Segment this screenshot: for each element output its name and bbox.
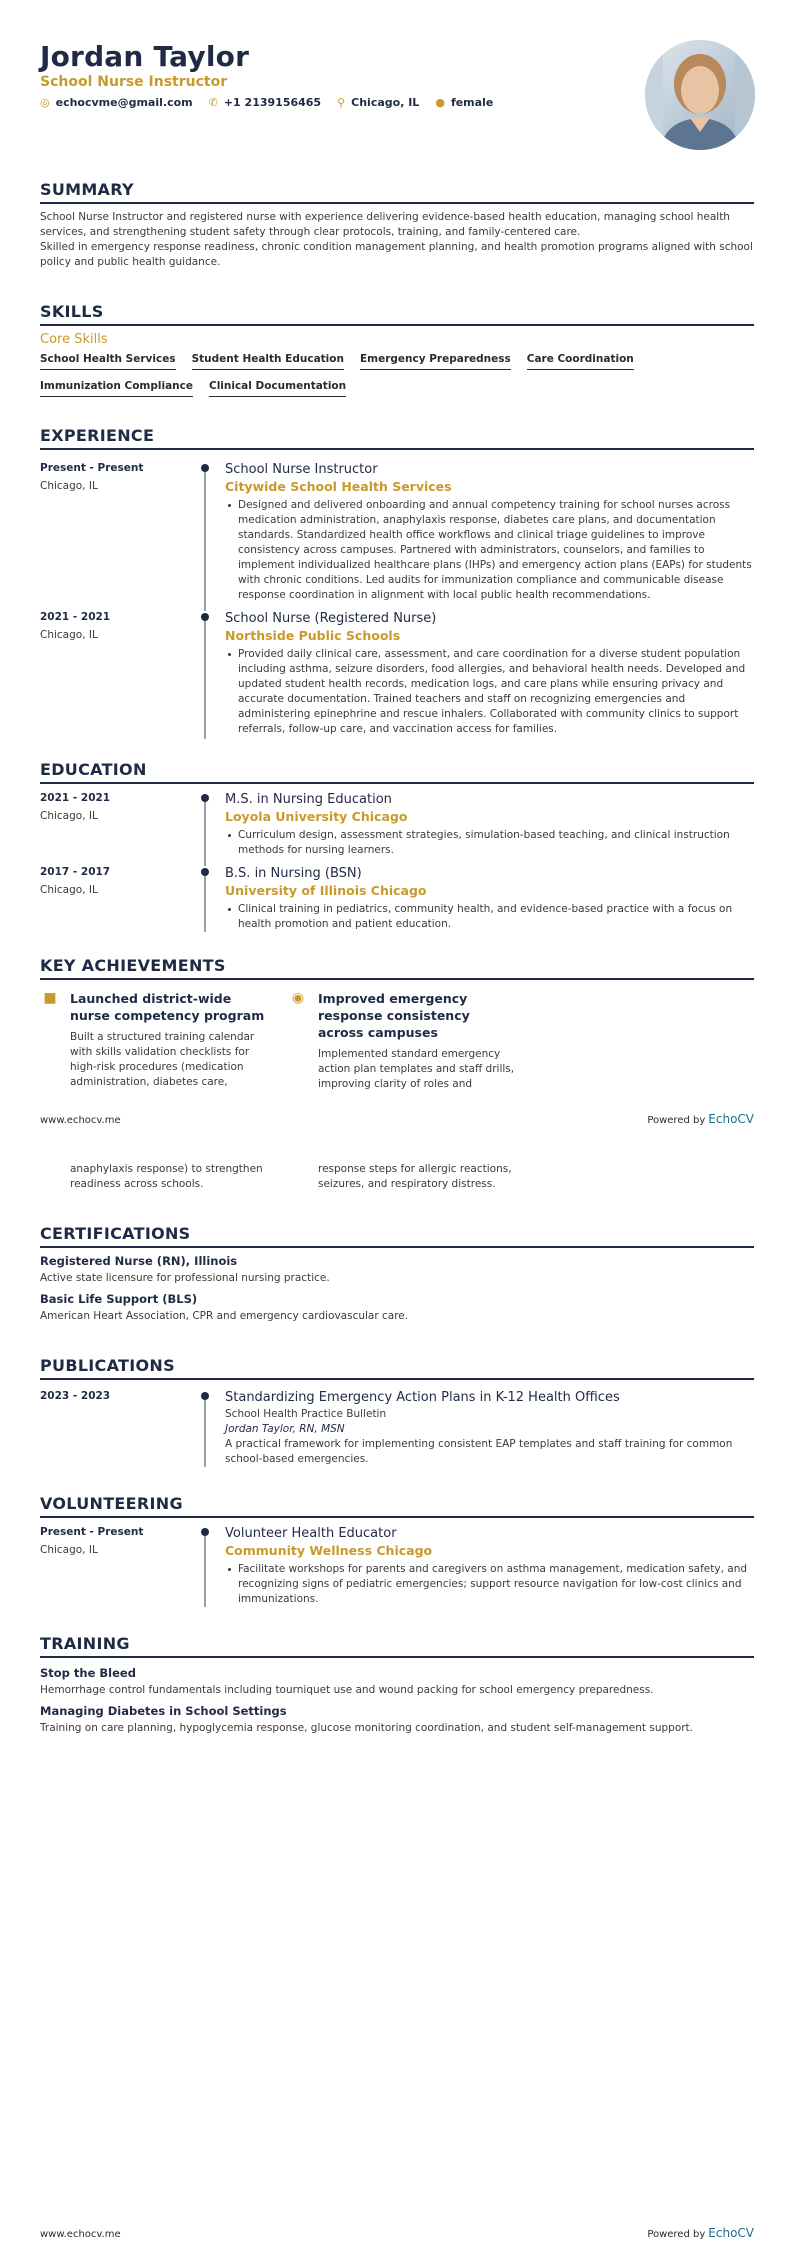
- page-footer: [40, 1112, 754, 1126]
- publication-desc: A practical framework for implementing consistent EAP templates and staff training for common school-based emergencies.: [225, 1438, 733, 1465]
- experience-section: [40, 426, 754, 739]
- experience-entry: [40, 611, 754, 739]
- certifications-title: CERTIFICATIONS: [40, 1224, 191, 1243]
- entry-organization: University of Illinois Chicago: [225, 883, 427, 898]
- certifications-section: [40, 1224, 754, 1322]
- location-text: Chicago, IL: [351, 96, 420, 109]
- skills-heading: Core Skills: [40, 332, 108, 347]
- footer-site[interactable]: www.echocv.me: [40, 2229, 121, 2240]
- entry-date: 2021 - 2021: [40, 792, 111, 804]
- certification-item: [40, 1292, 754, 1322]
- page-footer-bottom: [40, 2226, 754, 2240]
- achievements-title: KEY ACHIEVEMENTS: [40, 956, 226, 975]
- timeline-rail: [204, 796, 206, 866]
- powered-label: Powered by: [647, 1115, 706, 1126]
- contact-phone[interactable]: [209, 96, 321, 109]
- footer-powered: [647, 1112, 754, 1126]
- contact-gender: [435, 96, 493, 109]
- section-divider: [40, 448, 754, 450]
- footer-powered: [647, 2226, 754, 2240]
- training-item-title: Managing Diabetes in School Settings: [40, 1704, 287, 1718]
- pin-icon: ⚲: [337, 96, 346, 109]
- timeline-dot: [201, 464, 209, 472]
- training-item: [40, 1666, 754, 1696]
- training-item-desc: Hemorrhage control fundamentals including tourniquet use and wound packing for school emergency preparedness.: [40, 1684, 654, 1696]
- entry-bullet: Curriculum design, assessment strategies, simulation-based teaching, and clinical instruction methods for nursing learners.: [238, 828, 754, 858]
- summary-paragraph-1: School Nurse Instructor and registered nurse with experience delivering evidence-based health education, managing school health services, and strengthening student safety through clear protocols, training, and family-centered care.: [40, 211, 730, 238]
- skills-section: [40, 302, 754, 397]
- avatar: [645, 40, 755, 150]
- achievement-item: [288, 990, 516, 1094]
- skill-tag: Student Health Education: [192, 353, 344, 370]
- summary-title: SUMMARY: [40, 180, 134, 199]
- achievements-section: [40, 956, 754, 1094]
- entry-location: Chicago, IL: [40, 884, 98, 896]
- experience-title: EXPERIENCE: [40, 426, 155, 445]
- chat-icon: ■: [43, 990, 57, 1006]
- achievement-item-continued: [288, 1162, 516, 1192]
- entry-bullet: Facilitate workshops for parents and caregivers on asthma management, medication safety, and recognizing signs of pediatric emergencies; support resource navigation for low-cost clinics and immunizations.: [238, 1562, 754, 1607]
- education-section: [40, 760, 754, 932]
- skill-tag: Emergency Preparedness: [360, 353, 511, 370]
- volunteering-entry: [40, 1526, 754, 1607]
- entry-organization: Northside Public Schools: [225, 628, 401, 643]
- timeline-rail: [204, 1530, 206, 1607]
- education-title: EDUCATION: [40, 760, 147, 779]
- section-divider: [40, 1656, 754, 1658]
- footer-site[interactable]: www.echocv.me: [40, 1115, 121, 1126]
- entry-title: Volunteer Health Educator: [225, 1526, 397, 1541]
- entry-organization: Loyola University Chicago: [225, 809, 408, 824]
- timeline-rail: [204, 615, 206, 739]
- publication-title: Standardizing Emergency Action Plans in K-12 Health Offices: [225, 1390, 620, 1405]
- training-item-title: Stop the Bleed: [40, 1666, 136, 1680]
- entry-location: Chicago, IL: [40, 480, 98, 492]
- volunteering-title: VOLUNTEERING: [40, 1494, 183, 1513]
- bug-icon: ◉: [291, 990, 305, 1006]
- powered-label: Powered by: [647, 2229, 706, 2240]
- entry-date: 2023 - 2023: [40, 1390, 111, 1402]
- education-entry: [40, 866, 754, 932]
- skills-list: [40, 353, 754, 397]
- education-entry: [40, 792, 754, 866]
- achievement-desc-continued: response steps for allergic reactions, seizures, and respiratory distress.: [318, 1163, 512, 1190]
- publication-authors: Jordan Taylor, RN, MSN: [225, 1423, 345, 1435]
- entry-location: Chicago, IL: [40, 1544, 98, 1556]
- timeline-rail: [204, 1394, 206, 1467]
- skill-tag: Immunization Compliance: [40, 380, 193, 397]
- achievement-title: Improved emergency response consistency across campuses: [318, 991, 470, 1040]
- entry-location: Chicago, IL: [40, 810, 98, 822]
- contact-email[interactable]: [40, 96, 193, 109]
- person-icon: ●: [435, 96, 445, 109]
- at-icon: ◎: [40, 96, 50, 109]
- email-text: echocvme@gmail.com: [55, 96, 193, 109]
- entry-date: 2017 - 2017: [40, 866, 111, 878]
- timeline-rail: [204, 466, 206, 611]
- certification-desc: Active state licensure for professional nursing practice.: [40, 1272, 330, 1284]
- entry-title: B.S. in Nursing (BSN): [225, 866, 362, 881]
- certification-item: [40, 1254, 754, 1284]
- training-item: [40, 1704, 754, 1734]
- entry-bullet: Clinical training in pediatrics, community health, and evidence-based practice with a focus on health promotion and patient education.: [238, 902, 754, 932]
- volunteering-section: [40, 1494, 754, 1607]
- candidate-name: Jordan Taylor: [40, 40, 250, 73]
- skills-title: SKILLS: [40, 302, 104, 321]
- entry-date: 2021 - 2021: [40, 611, 111, 623]
- achievement-desc: Built a structured training calendar with skills validation checklists for high-risk procedures (medication administration, diabetes care,: [70, 1031, 255, 1088]
- summary-paragraph-2: Skilled in emergency response readiness, chronic condition management planning, and health promotion programs aligned with school policy and public health guidance.: [40, 241, 753, 268]
- contact-location: [337, 96, 419, 109]
- entry-title: School Nurse Instructor: [225, 462, 378, 477]
- achievement-item-continued: [40, 1162, 268, 1192]
- skill-tag: School Health Services: [40, 353, 176, 370]
- summary-section: [40, 180, 754, 270]
- publication-entry: [40, 1390, 754, 1467]
- entry-location: Chicago, IL: [40, 629, 98, 641]
- section-divider: [40, 324, 754, 326]
- section-divider: [40, 202, 754, 204]
- section-divider: [40, 782, 754, 784]
- phone-icon: ✆: [208, 96, 218, 109]
- certification-desc: American Heart Association, CPR and emergency cardiovascular care.: [40, 1310, 409, 1322]
- training-item-desc: Training on care planning, hypoglycemia response, glucose monitoring coordination, and student self-management support.: [40, 1722, 694, 1734]
- publication-venue: School Health Practice Bulletin: [225, 1408, 387, 1420]
- brand-logo: EchoCV: [708, 2226, 754, 2240]
- contact-bar: [40, 96, 493, 109]
- achievement-desc-continued: anaphylaxis response) to strengthen readiness across schools.: [70, 1163, 263, 1190]
- achievements-continued: [40, 1162, 754, 1192]
- skill-tag: Clinical Documentation: [209, 380, 346, 397]
- achievement-desc: Implemented standard emergency action plan templates and staff drills, improving clarity of roles and: [318, 1048, 515, 1090]
- publications-section: [40, 1356, 754, 1467]
- publications-title: PUBLICATIONS: [40, 1356, 175, 1375]
- training-title: TRAINING: [40, 1634, 130, 1653]
- entry-title: M.S. in Nursing Education: [225, 792, 392, 807]
- experience-entry: [40, 462, 754, 611]
- section-divider: [40, 1246, 754, 1248]
- timeline-dot: [201, 1392, 209, 1400]
- entry-date: Present - Present: [40, 462, 144, 474]
- section-divider: [40, 978, 754, 980]
- section-divider: [40, 1378, 754, 1380]
- certification-title: Registered Nurse (RN), Illinois: [40, 1254, 238, 1268]
- timeline-dot: [201, 613, 209, 621]
- training-section: [40, 1634, 754, 1734]
- entry-organization: Community Wellness Chicago: [225, 1543, 433, 1558]
- achievements-list: [40, 990, 754, 1094]
- entry-date: Present - Present: [40, 1526, 144, 1538]
- entry-organization: Citywide School Health Services: [225, 479, 452, 494]
- entry-bullet: Provided daily clinical care, assessment, and care coordination for a diverse student population including asthma, seizure disorders, food allergies, and behavioral health needs. Developed and updated student health records, medication logs, and care plans while ensuring privacy and accurate documentation. Trained teachers and staff on recognizing emergencies and administering epinephrine and rescue inhalers. Collaborated with community clinics to support referrals, follow-up care, and vaccination access for families.: [238, 647, 754, 737]
- section-divider: [40, 1516, 754, 1518]
- entry-title: School Nurse (Registered Nurse): [225, 611, 437, 626]
- timeline-dot: [201, 794, 209, 802]
- timeline-dot: [201, 868, 209, 876]
- entry-bullet: Designed and delivered onboarding and annual competency training for school nurses across medication administration, anaphylaxis response, diabetes care plans, and documentation standards. Standardized health office workflows and clinical triage guidelines to improve consistency across campuses. Partnered with administrators, counselors, and families to implement individualized healthcare plans (IHPs) and emergency action plans (EAPs) for students with chronic conditions. Led audits for immunization compliance and communicable disease response coordination in alignment with local public health recommendations.: [238, 498, 754, 603]
- phone-text: +1 2139156465: [223, 96, 322, 109]
- gender-text: female: [450, 96, 494, 109]
- achievement-title: Launched district-wide nurse competency program: [70, 991, 265, 1023]
- skill-tag: Care Coordination: [527, 353, 634, 370]
- candidate-role: School Nurse Instructor: [40, 74, 228, 90]
- certification-title: Basic Life Support (BLS): [40, 1292, 198, 1306]
- timeline-dot: [201, 1528, 209, 1536]
- timeline-rail: [204, 870, 206, 932]
- achievement-item: [40, 990, 268, 1094]
- brand-logo: EchoCV: [708, 1112, 754, 1126]
